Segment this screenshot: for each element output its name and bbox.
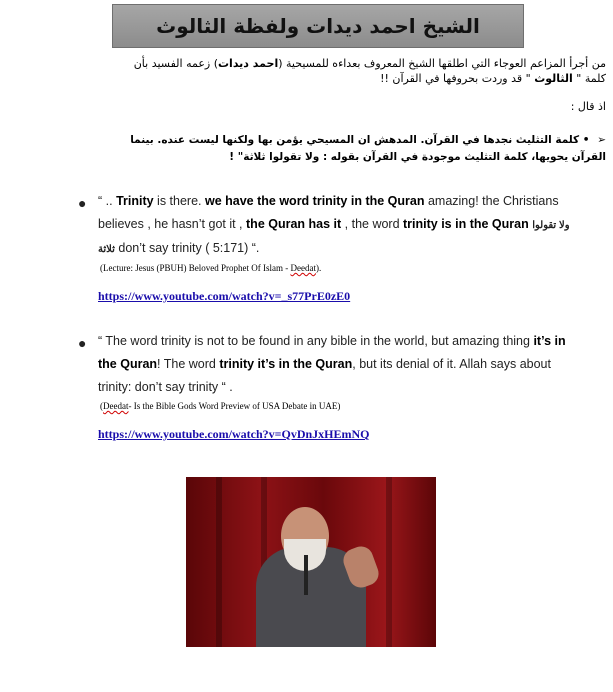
text-segment-bold: the Quran has it bbox=[246, 217, 342, 231]
list-item bbox=[80, 330, 570, 446]
qal-label: اذ قال : bbox=[570, 100, 606, 113]
text-segment: is there. bbox=[153, 194, 205, 208]
youtube-link[interactable]: https://www.youtube.com/watch?v=_s77PrE0zE0 bbox=[98, 289, 351, 303]
text-segment-bold: we have the word trinity in the Quran bbox=[205, 194, 425, 208]
intro-word: الثالوث bbox=[534, 72, 573, 85]
text-segment-bold: Trinity bbox=[116, 194, 154, 208]
youtube-link[interactable]: https://www.youtube.com/watch?v=QvDnJxHEmNQ bbox=[98, 427, 370, 441]
citation-text: ( bbox=[100, 401, 103, 411]
list-item bbox=[80, 190, 570, 308]
intro-part1: من أجرأ المزاعم العوجاء التي اطلقها الشيخ المعروف بعداءه للمسيحية ( bbox=[278, 57, 606, 70]
arabic-inline-quote: ولا تقولوا ثلاثة bbox=[98, 220, 570, 255]
citation-text: ). bbox=[315, 263, 322, 273]
citation-name: Deedat bbox=[103, 401, 129, 411]
bullet-dot-icon: ● bbox=[78, 195, 87, 211]
text-segment: ! The word bbox=[157, 357, 220, 371]
bullet-text bbox=[98, 330, 570, 399]
intro-part3: " قد وردت بحروفها في القرآن !! bbox=[380, 72, 535, 85]
text-segment: amazing! the Christians believes , he hasn’t got it , bbox=[98, 194, 559, 231]
intro-paragraph bbox=[112, 56, 606, 86]
arabic-quote bbox=[112, 132, 606, 166]
speaker-photo bbox=[186, 477, 436, 647]
arabic-quote-text: • كلمة التثليث نجدها في القرآن. المدهش ان المسيحي يؤمن بها ولكنها ليست عنده. بينما القرآن يحويها، كلمة التثليث موجودة في القرآن بقوله : ولا تقولوا ثلاثة" ! bbox=[130, 134, 606, 163]
text-segment: , the word bbox=[341, 217, 404, 231]
text-segment-bold: trinity is in the Quran bbox=[403, 217, 529, 231]
page-title: الشيخ احمد ديدات ولفظة الثالوث bbox=[156, 14, 480, 38]
title-banner bbox=[112, 4, 524, 48]
text-segment-bold: it’s in the Quran bbox=[98, 334, 566, 371]
citation bbox=[100, 261, 570, 275]
text-segment: “ The word trinity is not to be found in any bible in the world, but amazing thing bbox=[98, 334, 534, 348]
text-segment: “ .. bbox=[98, 194, 117, 208]
text-segment: , but its denial of it. Allah says about trinity: don’t say trinity “ . bbox=[98, 357, 551, 394]
intro-name: احمد ديدات bbox=[218, 57, 279, 70]
arrow-bullet-icon: ➢ bbox=[597, 134, 606, 146]
bullet-dot-icon: ● bbox=[78, 335, 87, 351]
intro-part2: ) زعمه الفسيد بأن كلمة " bbox=[133, 57, 606, 85]
bullet-text bbox=[98, 190, 570, 261]
text-segment: don’t say trinity ( 5:171) “. bbox=[114, 241, 260, 255]
citation bbox=[100, 399, 570, 413]
text-segment-bold: trinity it’s in the Quran bbox=[219, 357, 353, 371]
citation-text: - Is the Bible Gods Word Preview of USA Debate in UAE) bbox=[128, 401, 341, 411]
citation-text: (Lecture: Jesus (PBUH) Beloved Prophet Of Islam - bbox=[100, 263, 291, 273]
citation-name: Deedat bbox=[290, 263, 316, 273]
